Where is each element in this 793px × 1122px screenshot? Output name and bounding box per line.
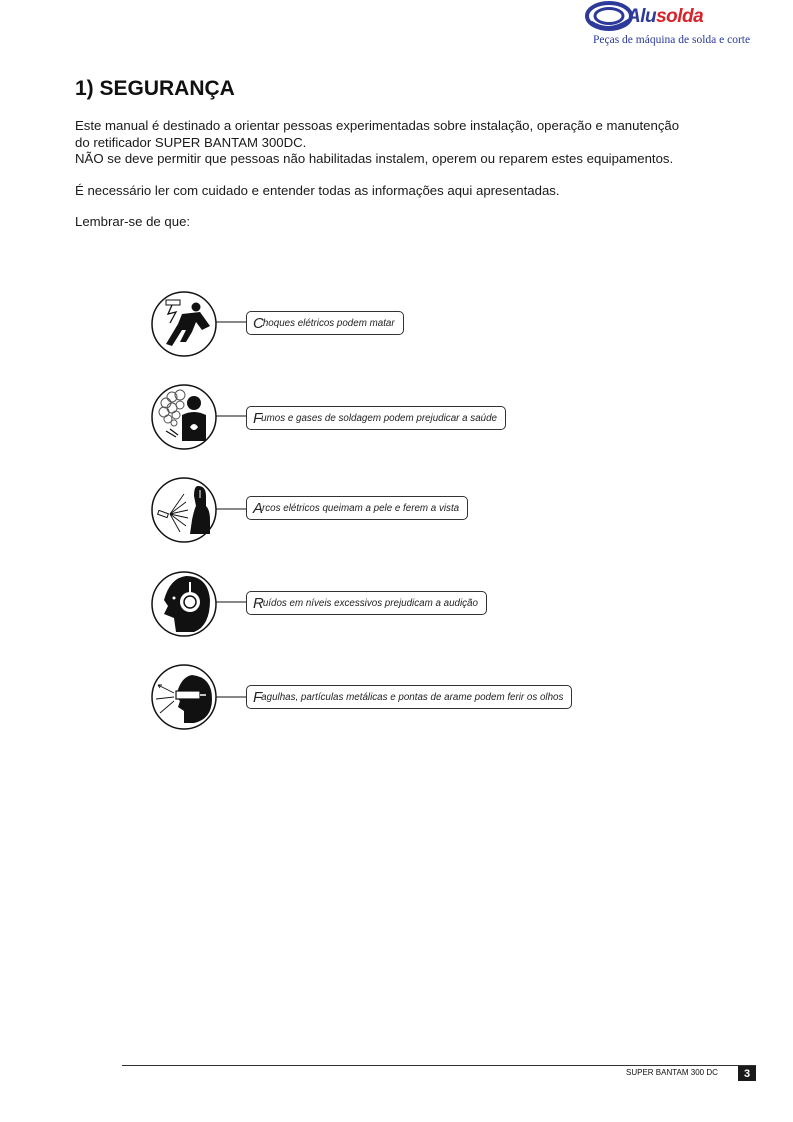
intro-line-2: do retificador SUPER BANTAM 300DC. bbox=[75, 134, 307, 150]
intro-line-1: Este manual é destinado a orientar pessoas experimentadas sobre instalação, operação e manutenção bbox=[75, 118, 680, 133]
hazard-label-noise bbox=[246, 591, 487, 615]
intro-line-3: NÃO se deve permitir que pessoas não habilitadas instalem, operem ou reparem estes equipamentos. bbox=[75, 151, 674, 166]
hazard-label-electric-shock bbox=[246, 311, 404, 335]
intro-paragraph bbox=[75, 118, 679, 168]
hazard-text: uídos em níveis excessivos prejudicam a audição bbox=[262, 597, 478, 609]
company-logo bbox=[583, 0, 751, 50]
hazard-item-noise bbox=[150, 570, 630, 640]
footer-divider bbox=[122, 1065, 756, 1066]
hazard-item-electric-shock bbox=[150, 290, 630, 360]
logo-word-alu: Alu bbox=[627, 6, 657, 27]
logo-tagline: Peças de máquina de solda e corte bbox=[593, 34, 751, 46]
fumes-icon bbox=[150, 383, 250, 453]
hazard-initial: R bbox=[253, 594, 263, 612]
hazard-text: umos e gases de soldagem podem prejudicar a saúde bbox=[261, 412, 497, 424]
hazard-initial: A bbox=[253, 499, 263, 517]
hazard-text: hoques elétricos podem matar bbox=[262, 317, 395, 329]
hazard-initial: F bbox=[253, 409, 262, 427]
hazard-initial: C bbox=[253, 314, 263, 332]
logo-word-solda: solda bbox=[656, 6, 704, 27]
hazard-text: rcos elétricos queimam a pele e ferem a vista bbox=[262, 502, 460, 514]
page-number: 3 bbox=[738, 1066, 756, 1081]
hazard-item-fumes bbox=[150, 383, 630, 453]
remember-paragraph: Lembrar-se de que: bbox=[75, 214, 191, 229]
noise-icon bbox=[150, 570, 250, 640]
logo-wordmark bbox=[627, 6, 703, 28]
hazard-item-flying-particles bbox=[150, 663, 630, 733]
hazard-text: agulhas, partículas metálicas e pontas de arame podem ferir os olhos bbox=[261, 691, 564, 703]
hazard-initial: F bbox=[253, 688, 262, 706]
arc-rays-icon bbox=[150, 476, 250, 546]
electric-shock-icon bbox=[150, 290, 250, 360]
section-title: 1) SEGURANÇA bbox=[75, 77, 235, 100]
hazard-label-flying-particles bbox=[246, 685, 572, 709]
flying-particles-icon bbox=[150, 663, 250, 733]
hazard-item-arc-rays bbox=[150, 476, 630, 546]
hazard-label-arc-rays bbox=[246, 496, 468, 520]
read-carefully-paragraph: É necessário ler com cuidado e entender todas as informações aqui apresentadas. bbox=[75, 183, 560, 198]
hazard-label-fumes bbox=[246, 406, 506, 430]
footer-product-name: SUPER BANTAM 300 DC bbox=[626, 1068, 718, 1077]
